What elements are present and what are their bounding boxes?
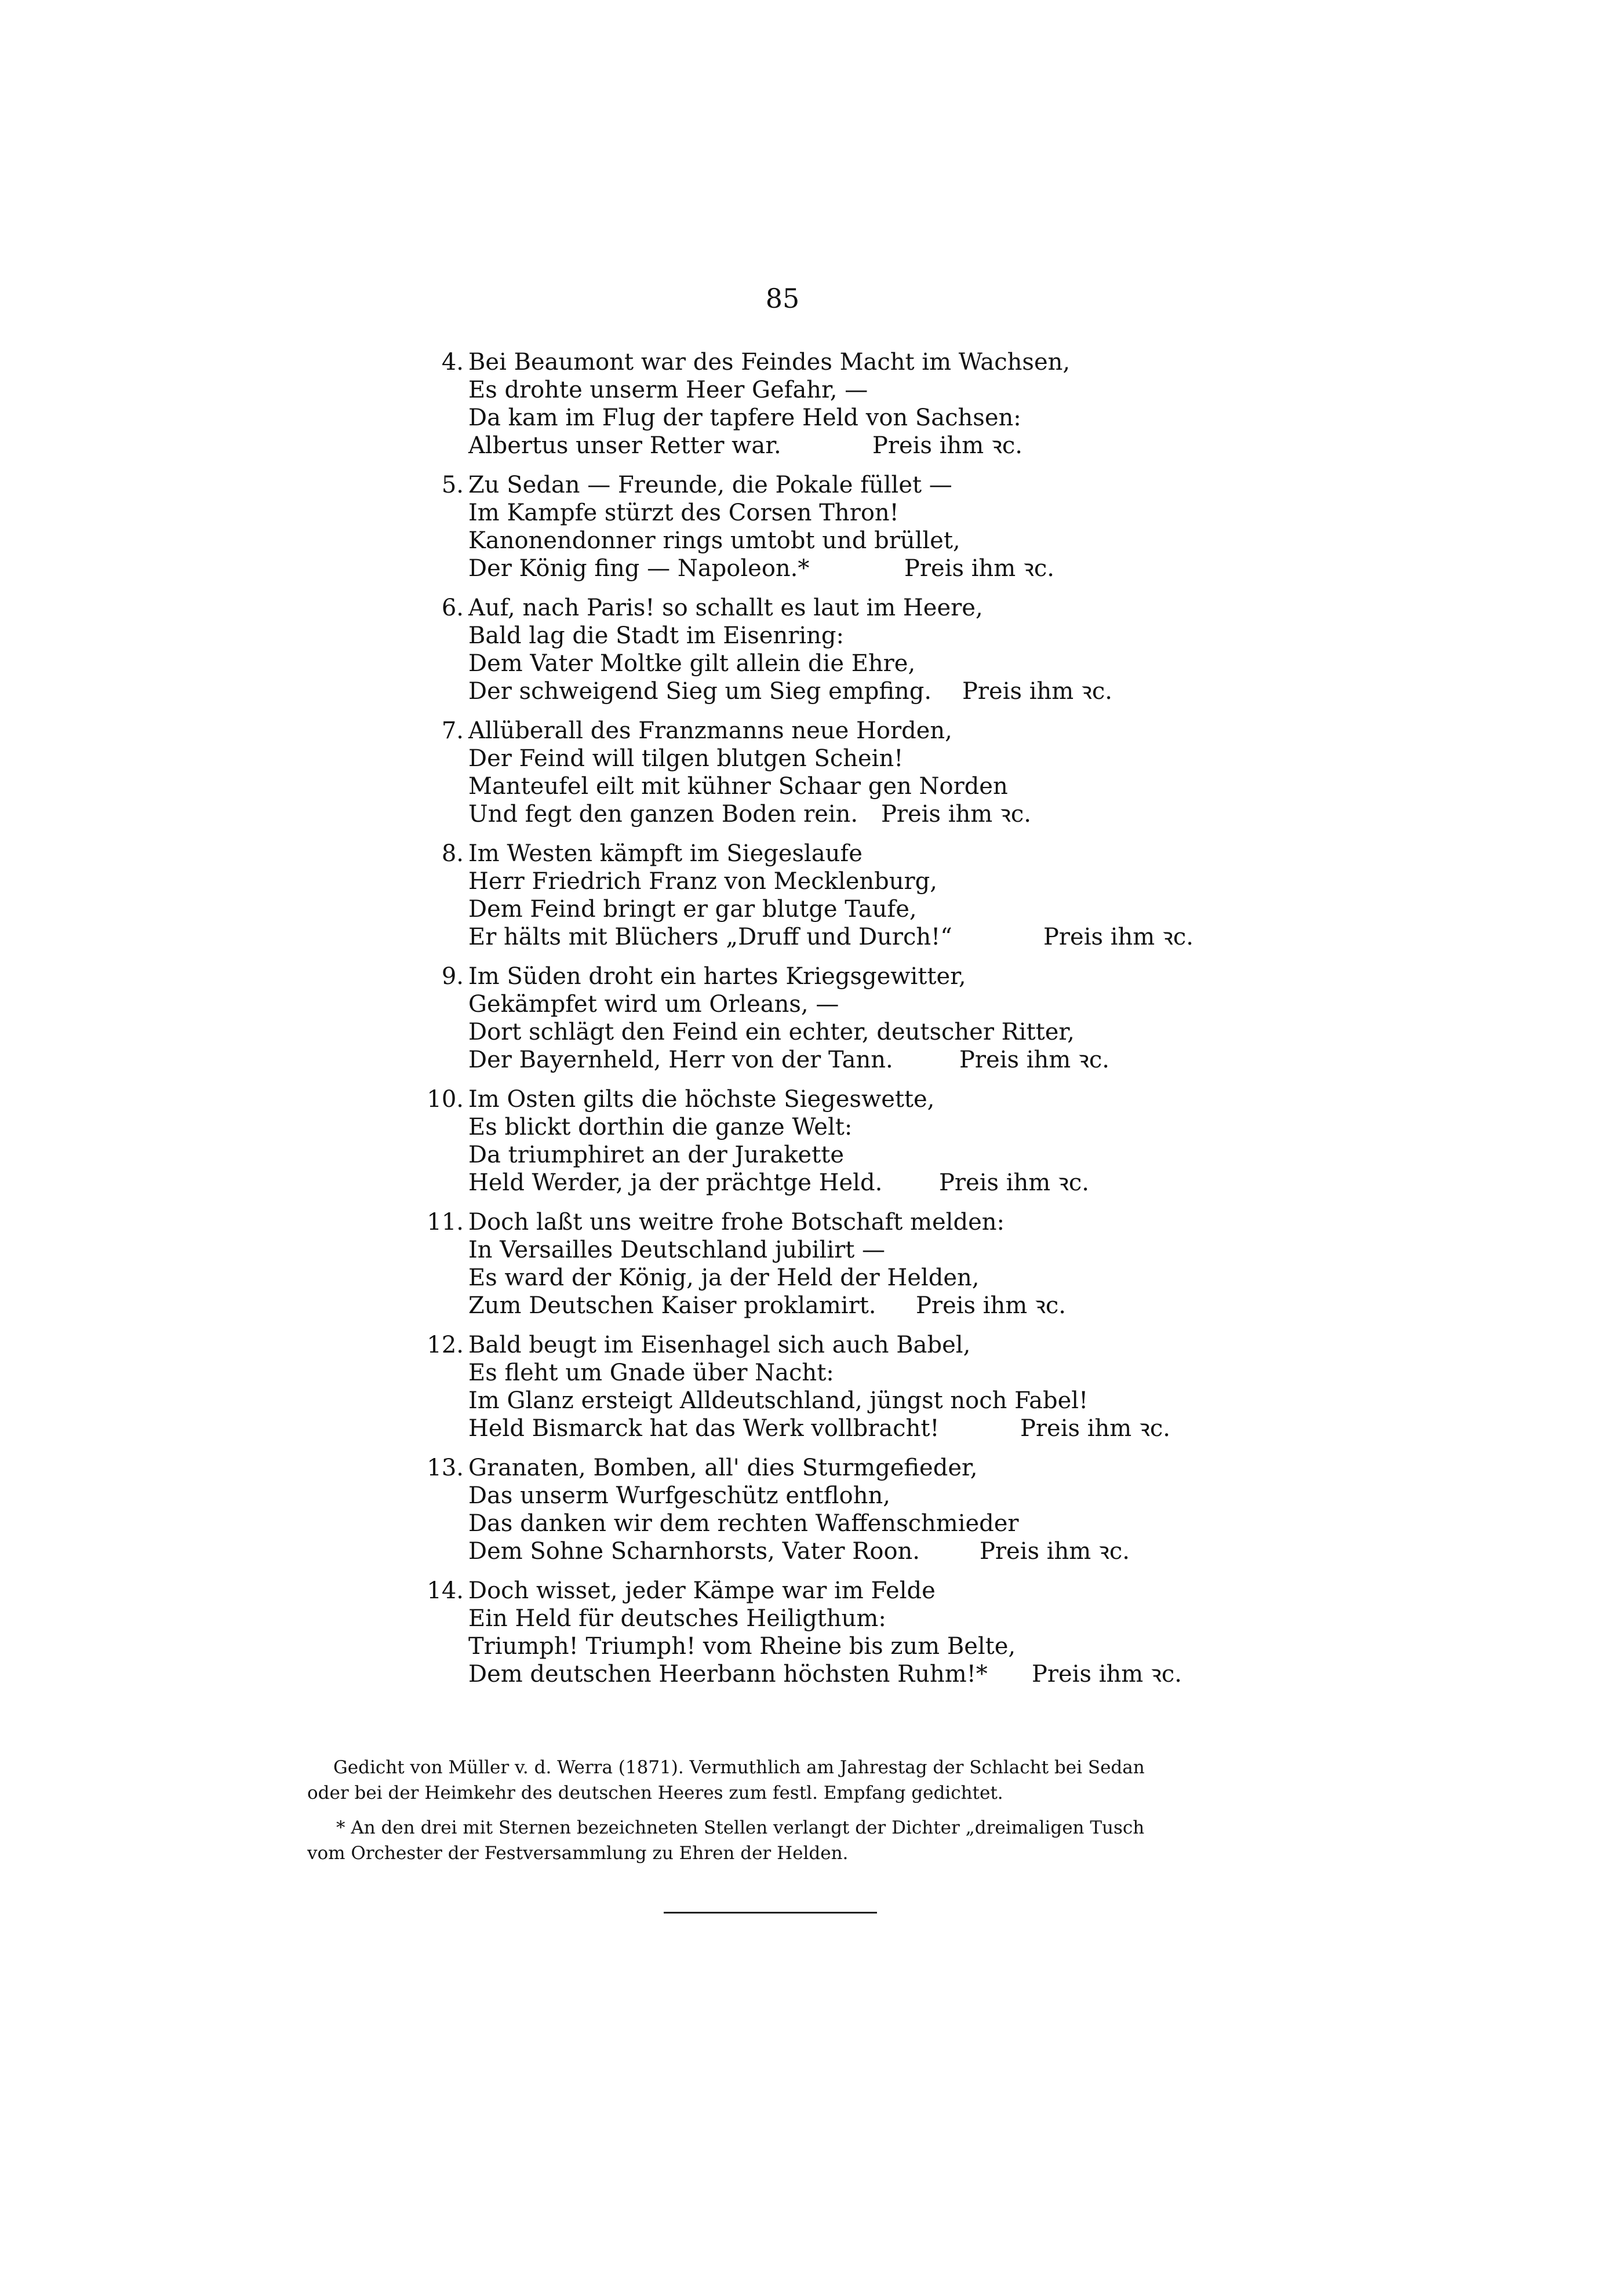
- verse-line: Es drohte unserm Heer Gefahr, —: [468, 377, 868, 403]
- verse-line: Dem Sohne Scharnhorsts, Vater Roon.: [468, 1538, 920, 1565]
- stanza-number: 10.: [427, 1086, 464, 1113]
- verse-line: Doch laßt uns weitre frohe Botschaft melden:: [468, 1209, 1005, 1236]
- stanza-number: 12.: [427, 1332, 464, 1358]
- verse-line: Der König fing — Napoleon.*: [468, 555, 810, 582]
- stanza-number: 14.: [427, 1577, 464, 1604]
- verse-line: Der Bayernheld, Herr von der Tann.: [468, 1047, 893, 1073]
- stanza-number: 7.: [441, 717, 464, 744]
- verse-line: Bald lag die Stadt im Eisenring:: [468, 622, 844, 649]
- attribution-line: Gedicht von Müller v. d. Werra (1871). Vermuthlich am Jahrestag der Schlacht bei Sedan: [333, 1757, 1145, 1778]
- verse-line: In Versailles Deutschland jubilirt —: [468, 1237, 886, 1263]
- refrain: Preis ihm ꝛc.: [872, 432, 1023, 459]
- verse-line: Es blickt dorthin die ganze Welt:: [468, 1114, 853, 1140]
- verse-line: Bei Beaumont war des Feindes Macht im Wachsen,: [468, 349, 1071, 376]
- verse-line: Der schweigend Sieg um Sieg empfing.: [468, 678, 932, 705]
- refrain: Preis ihm ꝛc.: [1043, 924, 1194, 950]
- verse-line: Kanonendonner rings umtobt und brüllet,: [468, 527, 960, 554]
- verse-line: Allüberall des Franzmanns neue Horden,: [468, 717, 952, 744]
- star-footnote-line: vom Orchester der Festversammlung zu Ehren der Helden.: [307, 1843, 849, 1864]
- refrain: Preis ihm ꝛc.: [881, 801, 1032, 828]
- verse-line: Das unserm Wurfgeschütz entflohn,: [468, 1482, 890, 1509]
- verse-line: Ein Held für deutsches Heiligthum:: [468, 1605, 886, 1632]
- refrain: Preis ihm ꝛc.: [1032, 1661, 1182, 1688]
- stanza-number: 9.: [441, 963, 464, 990]
- star-footnote-line: * An den drei mit Sternen bezeichneten Stellen verlangt der Dichter „dreimaligen Tusch: [336, 1817, 1145, 1838]
- verse-line: Im Süden droht ein hartes Kriegsgewitter,: [468, 963, 966, 990]
- refrain: Preis ihm ꝛc.: [980, 1538, 1130, 1565]
- verse-line: Im Westen kämpft im Siegeslaufe: [468, 840, 863, 867]
- verse-line: Held Bismarck hat das Werk vollbracht!: [468, 1415, 940, 1442]
- verse-line: Herr Friedrich Franz von Mecklenburg,: [468, 868, 937, 895]
- verse-line: Im Kampfe stürzt des Corsen Thron!: [468, 500, 899, 526]
- verse-line: Albertus unser Retter war.: [468, 432, 781, 459]
- verse-line: Da triumphiret an der Jurakette: [468, 1142, 844, 1168]
- stanza-number: 11.: [427, 1209, 464, 1236]
- closing-rule: [664, 1912, 877, 1914]
- verse-line: Triumph! Triumph! vom Rheine bis zum Belte,: [468, 1633, 1016, 1660]
- refrain: Preis ihm ꝛc.: [962, 678, 1113, 705]
- verse-line: Zum Deutschen Kaiser proklamirt.: [468, 1292, 876, 1319]
- stanza-number: 13.: [427, 1455, 464, 1481]
- stanza-number: 4.: [441, 349, 464, 376]
- stanza-number: 6.: [441, 595, 464, 621]
- refrain: Preis ihm ꝛc.: [939, 1169, 1090, 1196]
- verse-line: Im Osten gilts die höchste Siegeswette,: [468, 1086, 935, 1113]
- verse-line: Zu Sedan — Freunde, die Pokale füllet —: [468, 472, 952, 498]
- refrain: Preis ihm ꝛc.: [916, 1292, 1067, 1319]
- verse-line: Held Werder, ja der prächtge Held.: [468, 1169, 883, 1196]
- verse-line: Das danken wir dem rechten Waffenschmieder: [468, 1510, 1019, 1537]
- verse-line: Es fleht um Gnade über Nacht:: [468, 1360, 834, 1386]
- verse-line: Er hälts mit Blüchers „Druff und Durch!“: [468, 924, 952, 950]
- verse-line: Auf, nach Paris! so schallt es laut im Heere,: [468, 595, 983, 621]
- refrain: Preis ihm ꝛc.: [959, 1047, 1110, 1073]
- attribution-line: oder bei der Heimkehr des deutschen Heeres zum festl. Empfang gedichtet.: [307, 1783, 1003, 1803]
- page-number: 85: [765, 283, 800, 314]
- verse-line: Dem Feind bringt er gar blutge Taufe,: [468, 896, 917, 923]
- verse-line: Dort schlägt den Feind ein echter, deutscher Ritter,: [468, 1019, 1075, 1045]
- verse-line: Und fegt den ganzen Boden rein.: [468, 801, 858, 828]
- stanza-number: 8.: [441, 840, 464, 867]
- stanza-number: 5.: [441, 472, 464, 498]
- verse-line: Granaten, Bomben, all' dies Sturmgefieder,: [468, 1455, 978, 1481]
- refrain: Preis ihm ꝛc.: [1020, 1415, 1171, 1442]
- verse-line: Dem Vater Moltke gilt allein die Ehre,: [468, 650, 916, 677]
- verse-line: Dem deutschen Heerbann höchsten Ruhm!*: [468, 1661, 988, 1688]
- verse-line: Doch wisset, jeder Kämpe war im Felde: [468, 1577, 936, 1604]
- verse-line: Der Feind will tilgen blutgen Schein!: [468, 745, 904, 772]
- verse-line: Manteufel eilt mit kühner Schaar gen Norden: [468, 773, 1008, 800]
- verse-line: Gekämpfet wird um Orleans, —: [468, 991, 839, 1018]
- verse-line: Im Glanz ersteigt Alldeutschland, jüngst noch Fabel!: [468, 1387, 1089, 1414]
- verse-line: Da kam im Flug der tapfere Held von Sachsen:: [468, 404, 1021, 431]
- verse-line: Es ward der König, ja der Held der Helden,: [468, 1264, 980, 1291]
- refrain: Preis ihm ꝛc.: [904, 555, 1055, 582]
- verse-line: Bald beugt im Eisenhagel sich auch Babel,: [468, 1332, 971, 1358]
